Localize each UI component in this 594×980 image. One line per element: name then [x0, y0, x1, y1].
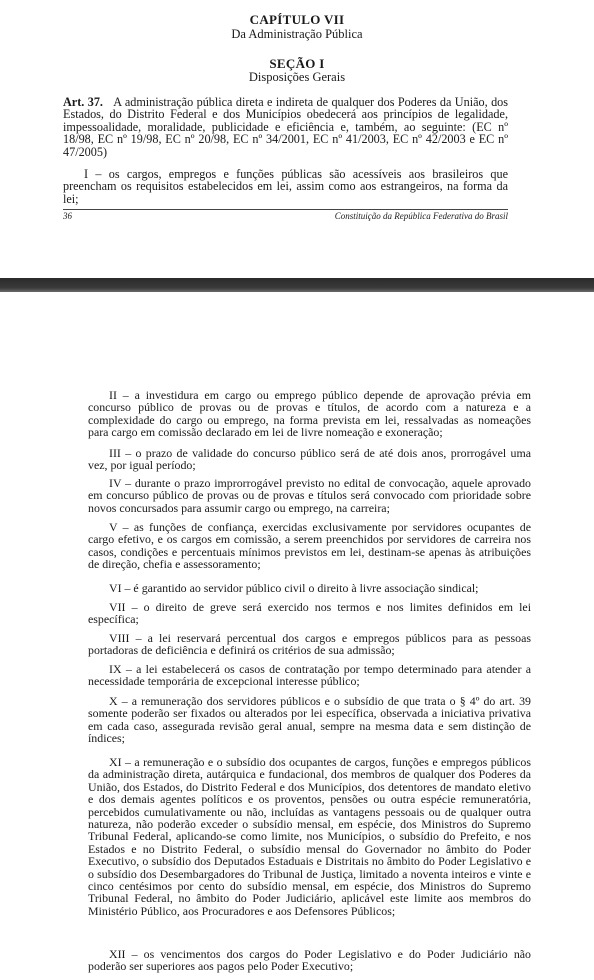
- inciso-x: X – a remuneração dos servidores públicos e o subsídio de que trata o § 4º do art. 39 somente poderão ser fixados ou alterados por lei específica, observada a iniciativa privativa em cada caso, assegurada revisão geral anual, sempre na mesma data e sem distinção de índices;: [88, 694, 531, 746]
- inciso-iii: III – o prazo de validade do concurso público será de até dois anos, prorrogável uma vez, por igual período;: [88, 446, 531, 473]
- page-separator: [0, 278, 594, 292]
- inciso-ii: II – a investidura em cargo ou emprego público depende de aprovação prévia em concurso público de provas ou de provas e títulos, de acordo com a natureza e a complexidade do cargo ou emprego, na forma prevista em lei, ressalvadas as nomeações para cargo em comissão declarado em lei de livre nomeação e exoneração;: [88, 388, 531, 440]
- inciso-vii: VII – o direito de greve será exercido nos termos e nos limites definidos em lei específica;: [88, 600, 531, 627]
- inciso-ix: IX – a lei estabelecerá os casos de contratação por tempo determinado para atender a necessidade temporária de excepcional interesse público;: [88, 662, 531, 689]
- chapter-title: CAPÍTULO VII: [249, 12, 345, 27]
- section-subtitle: Disposições Gerais: [248, 70, 346, 84]
- inciso-iv: IV – durante o prazo improrrogável previsto no edital de convocação, aquele aprovado em concurso público de provas ou de provas e títulos será convocado com prioridade sobre novos concursados para assumir cargo ou emprego, na carreira;: [88, 476, 531, 515]
- article-37: [63, 96, 508, 205]
- article-text: A administração pública direta e indireta de qualquer dos Poderes da União, dos Estados, do Distrito Federal e dos Municípios obedecerá aos princípios de legalidade, impessoalidade, moralidade, publicidade e eficiência e, também, ao seguinte: (EC nº 18/98, EC nº 19/98, EC nº 20/98, EC nº 34/2001, EC nº 41/2003, EC nº 42/2003 e EC nº 47/2005): [63, 95, 508, 159]
- footer-rule: [63, 209, 508, 210]
- chapter-subtitle: Da Administração Pública: [231, 27, 363, 41]
- inciso-i: I – os cargos, empregos e funções públicas são acessíveis aos brasileiros que preencham os requisitos estabelecidos em lei, assim como aos estrangeiros, na forma da lei;: [63, 167, 508, 206]
- inciso-xi: XI – a remuneração e o subsídio dos ocupantes de cargos, funções e empregos públicos da administração direta, autárquica e fundacional, dos membros de qualquer dos Poderes da União, dos Estados, do Distrito Federal e dos Municípios, dos detentores de mandato eletivo e dos demais agentes políticos e os proventos, pensões ou outra espécie remuneratória, percebidos cumulativamente ou não, incluídas as vantagens pessoais ou de qualquer outra natureza, não poderão exceder o subsídio mensal, em espécie, dos Ministros do Supremo Tribunal Federal, aplicando-se como limite, nos Municípios, o subsídio do Prefeito, e nos Estados e no Distrito Federal, o subsídio mensal do Governador no âmbito do Poder Executivo, o subsídio dos Deputados Estaduais e Distritais no âmbito do Poder Legislativo e o subsídio dos Desembargadores do Tribunal de Justiça, limitado a noventa inteiros e vinte e cinco centésimos por cento do subsídio mensal, em espécie, dos Ministros do Supremo Tribunal Federal, no âmbito do Poder Judiciário, aplicável este limite aos membros do Ministério Público, aos Procuradores e aos Defensores Públicos;: [88, 755, 531, 918]
- inciso-vi: VI – é garantido ao servidor público civil o direito à livre associação sindical;: [109, 581, 479, 595]
- footer-title: Constituição da República Federativa do Brasil: [334, 211, 508, 221]
- inciso-xii: XII – os vencimentos dos cargos do Poder Legislativo e do Poder Judiciário não poderão ser superiores aos pagos pelo Poder Executivo;: [88, 947, 531, 974]
- section-title: SEÇÃO I: [269, 56, 325, 71]
- inciso-viii: VIII – a lei reservará percentual dos cargos e empregos públicos para as pessoas portadoras de deficiência e definirá os critérios de sua admissão;: [88, 631, 531, 658]
- page-number: 36: [63, 211, 72, 221]
- article-number: Art. 37.: [63, 95, 103, 109]
- top-page: [0, 0, 594, 278]
- inciso-v: V – as funções de confiança, exercidas exclusivamente por servidores ocupantes de cargo efetivo, e os cargos em comissão, a serem preenchidos por servidores de carreira nos casos, condições e percentuais mínimos previstos em lei, destinam-se apenas às atribuições de direção, chefia e assessoramento;: [88, 520, 531, 572]
